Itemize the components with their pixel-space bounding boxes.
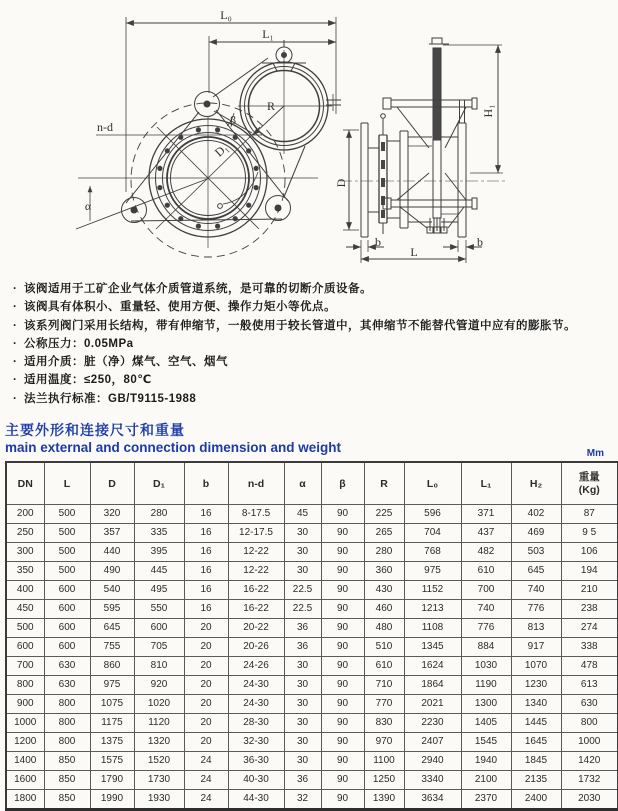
- dim-label-h1: H₁: [481, 104, 495, 118]
- table-cell: 1990: [90, 790, 134, 810]
- dim-label-r: R: [266, 99, 276, 113]
- table-row: [6, 543, 618, 562]
- table-cell: 1800: [6, 790, 44, 810]
- table-cell: 90: [321, 543, 364, 562]
- table-cell: 1600: [6, 771, 44, 790]
- section-title-zh: 主要外形和连接尺寸和重量: [5, 422, 185, 439]
- dim-label-l1: L₁: [262, 27, 274, 41]
- table-cell: 20-26: [228, 638, 284, 657]
- table-cell: 810: [134, 657, 184, 676]
- table-cell: 645: [90, 619, 134, 638]
- table-row: [6, 752, 618, 771]
- table-cell: 200: [6, 505, 44, 524]
- table-cell: 371: [461, 505, 511, 524]
- table-row: [6, 505, 618, 524]
- table-cell: 335: [134, 524, 184, 543]
- table-cell: 500: [44, 524, 90, 543]
- table-cell: 800: [44, 733, 90, 752]
- table-cell: 500: [44, 562, 90, 581]
- table-cell: 1120: [134, 714, 184, 733]
- table-cell: 24: [184, 752, 228, 771]
- column-header: b: [184, 462, 228, 505]
- table-cell: 1320: [134, 733, 184, 752]
- table-cell: 1400: [6, 752, 44, 771]
- table-cell: 300: [6, 543, 44, 562]
- table-cell: 1250: [364, 771, 404, 790]
- table-cell: 917: [511, 638, 561, 657]
- table-cell: 600: [6, 638, 44, 657]
- table-cell: 800: [44, 714, 90, 733]
- table-cell: 36: [284, 771, 321, 790]
- table-cell: 30: [284, 562, 321, 581]
- table-cell: 440: [90, 543, 134, 562]
- table-cell: 860: [90, 657, 134, 676]
- column-header: D₁: [134, 462, 184, 505]
- feature-list: [0, 280, 618, 408]
- table-cell: 1520: [134, 752, 184, 771]
- table-cell: 1213: [404, 600, 461, 619]
- table-cell: 280: [364, 543, 404, 562]
- dim-label-d1: D₁: [211, 140, 231, 160]
- table-cell: 1070: [511, 657, 561, 676]
- weight-column-header: 重量 (Kg): [561, 462, 618, 505]
- table-cell: 503: [511, 543, 561, 562]
- table-cell: 2407: [404, 733, 461, 752]
- feature-item: · 公称压力：0.05MPa: [24, 335, 608, 353]
- feature-item: · 法兰执行标准：GB/T9115-1988: [24, 390, 608, 408]
- table-cell: 90: [321, 733, 364, 752]
- table-cell: 884: [461, 638, 511, 657]
- table-cell: 24-30: [228, 676, 284, 695]
- table-cell: 238: [561, 600, 618, 619]
- table-cell: 800: [6, 676, 44, 695]
- table-cell: 8-17.5: [228, 505, 284, 524]
- table-cell: 40-30: [228, 771, 284, 790]
- table-cell: 1200: [6, 733, 44, 752]
- table-cell: 500: [6, 619, 44, 638]
- table-cell: 482: [461, 543, 511, 562]
- table-row: [6, 714, 618, 733]
- table-cell: 596: [404, 505, 461, 524]
- dim-label-nd: n-d: [97, 120, 113, 134]
- feature-item: · 适用温度：≤250，80℃: [24, 371, 608, 389]
- table-cell: 30: [284, 657, 321, 676]
- table-cell: 510: [364, 638, 404, 657]
- table-cell: 16: [184, 524, 228, 543]
- column-header: R: [364, 462, 404, 505]
- table-cell: 250: [6, 524, 44, 543]
- table-cell: 770: [364, 695, 404, 714]
- dim-label-b-right: b: [477, 235, 483, 249]
- table-cell: 1340: [511, 695, 561, 714]
- table-cell: 24: [184, 771, 228, 790]
- table-cell: 265: [364, 524, 404, 543]
- table-cell: 90: [321, 657, 364, 676]
- column-header: L₀: [404, 462, 461, 505]
- table-row: [6, 581, 618, 600]
- column-header: β: [321, 462, 364, 505]
- table-cell: 1420: [561, 752, 618, 771]
- table-cell: 1940: [461, 752, 511, 771]
- section-heading: [5, 422, 618, 460]
- table-cell: 800: [561, 714, 618, 733]
- table-cell: 630: [561, 695, 618, 714]
- table-cell: 3634: [404, 790, 461, 810]
- table-cell: 12-22: [228, 543, 284, 562]
- table-cell: 30: [284, 714, 321, 733]
- table-cell: 44-30: [228, 790, 284, 810]
- dim-label-l0: L₀: [220, 8, 232, 22]
- table-cell: 550: [134, 600, 184, 619]
- table-cell: 740: [511, 581, 561, 600]
- table-cell: 600: [134, 619, 184, 638]
- table-cell: 36: [284, 619, 321, 638]
- table-cell: 30: [284, 752, 321, 771]
- table-cell: 225: [364, 505, 404, 524]
- table-cell: 776: [511, 600, 561, 619]
- table-cell: 90: [321, 676, 364, 695]
- feature-item: · 适用介质：脏（净）煤气、空气、烟气: [24, 353, 608, 371]
- table-cell: 1790: [90, 771, 134, 790]
- table-cell: 20-22: [228, 619, 284, 638]
- table-cell: 700: [461, 581, 511, 600]
- table-cell: 24: [184, 790, 228, 810]
- table-cell: 1152: [404, 581, 461, 600]
- table-cell: 16: [184, 600, 228, 619]
- table-cell: 32-30: [228, 733, 284, 752]
- table-cell: 920: [134, 676, 184, 695]
- table-cell: 1624: [404, 657, 461, 676]
- table-cell: 9 5: [561, 524, 618, 543]
- table-cell: 595: [90, 600, 134, 619]
- table-cell: 12-22: [228, 562, 284, 581]
- table-cell: 478: [561, 657, 618, 676]
- table-cell: 600: [44, 600, 90, 619]
- table-cell: 1645: [511, 733, 561, 752]
- dim-label-b-left: b: [375, 235, 381, 249]
- table-row: [6, 638, 618, 657]
- table-cell: 16-22: [228, 581, 284, 600]
- table-cell: 776: [461, 619, 511, 638]
- table-cell: 490: [90, 562, 134, 581]
- table-row: [6, 676, 618, 695]
- table-cell: 600: [44, 619, 90, 638]
- table-cell: 710: [364, 676, 404, 695]
- table-cell: 90: [321, 619, 364, 638]
- side-view-drawing: [340, 38, 505, 263]
- table-cell: 1390: [364, 790, 404, 810]
- table-cell: 705: [134, 638, 184, 657]
- front-view-drawing: [76, 17, 341, 257]
- table-cell: 850: [44, 771, 90, 790]
- table-cell: 2370: [461, 790, 511, 810]
- table-row: [6, 771, 618, 790]
- table-cell: 975: [90, 676, 134, 695]
- table-cell: 32: [284, 790, 321, 810]
- table-cell: 90: [321, 505, 364, 524]
- table-cell: 28-30: [228, 714, 284, 733]
- table-cell: 90: [321, 581, 364, 600]
- table-cell: 90: [321, 752, 364, 771]
- table-cell: 1845: [511, 752, 561, 771]
- table-cell: 540: [90, 581, 134, 600]
- table-cell: 1108: [404, 619, 461, 638]
- table-cell: 402: [511, 505, 561, 524]
- column-header: H₂: [511, 462, 561, 505]
- table-cell: 740: [461, 600, 511, 619]
- valve-drawing-svg: [0, 0, 618, 276]
- table-cell: 1030: [461, 657, 511, 676]
- table-cell: 338: [561, 638, 618, 657]
- table-cell: 1732: [561, 771, 618, 790]
- table-cell: 469: [511, 524, 561, 543]
- table-cell: 1000: [561, 733, 618, 752]
- table-cell: 20: [184, 714, 228, 733]
- feature-item: · 该系列阀门采用长结构，带有伸缩节，一般使用于较长管道中，其伸缩节不能替代管道中应有的膨胀节。: [24, 317, 608, 335]
- table-cell: 90: [321, 790, 364, 810]
- technical-drawing: [0, 0, 618, 276]
- table-row: [6, 733, 618, 752]
- table-cell: 16-22: [228, 600, 284, 619]
- table-cell: 1375: [90, 733, 134, 752]
- table-cell: 1730: [134, 771, 184, 790]
- table-cell: 450: [6, 600, 44, 619]
- table-cell: 210: [561, 581, 618, 600]
- table-cell: 600: [44, 581, 90, 600]
- table-cell: 106: [561, 543, 618, 562]
- column-header: DN: [6, 462, 44, 505]
- table-cell: 1230: [511, 676, 561, 695]
- table-cell: 20: [184, 619, 228, 638]
- table-cell: 12-17.5: [228, 524, 284, 543]
- table-cell: 90: [321, 771, 364, 790]
- feature-item: · 该阀适用于工矿企业气体介质管道系统，是可靠的切断介质设备。: [24, 280, 608, 298]
- table-cell: 274: [561, 619, 618, 638]
- table-row: [6, 790, 618, 810]
- table-cell: 460: [364, 600, 404, 619]
- table-cell: 90: [321, 638, 364, 657]
- table-cell: 22.5: [284, 600, 321, 619]
- table-cell: 36-30: [228, 752, 284, 771]
- table-row: [6, 657, 618, 676]
- table-cell: 90: [321, 524, 364, 543]
- table-cell: 320: [90, 505, 134, 524]
- table-cell: 800: [44, 695, 90, 714]
- table-cell: 500: [44, 505, 90, 524]
- table-cell: 970: [364, 733, 404, 752]
- table-cell: 704: [404, 524, 461, 543]
- table-cell: 1575: [90, 752, 134, 771]
- table-cell: 2021: [404, 695, 461, 714]
- table-cell: 613: [561, 676, 618, 695]
- table-cell: 87: [561, 505, 618, 524]
- table-cell: 1405: [461, 714, 511, 733]
- table-cell: 395: [134, 543, 184, 562]
- column-header: α: [284, 462, 321, 505]
- table-cell: 20: [184, 638, 228, 657]
- table-row: [6, 600, 618, 619]
- table-cell: 30: [284, 695, 321, 714]
- table-cell: 280: [134, 505, 184, 524]
- table-cell: 1075: [90, 695, 134, 714]
- dim-label-alpha: α: [84, 199, 92, 213]
- table-cell: 36: [284, 638, 321, 657]
- table-cell: 16: [184, 581, 228, 600]
- table-cell: 1545: [461, 733, 511, 752]
- section-title-en: main external and connection dimension and weight: [5, 440, 342, 456]
- column-header: n-d: [228, 462, 284, 505]
- table-row: [6, 524, 618, 543]
- table-cell: 2030: [561, 790, 618, 810]
- table-cell: 768: [404, 543, 461, 562]
- table-cell: 1100: [364, 752, 404, 771]
- table-cell: 1345: [404, 638, 461, 657]
- table-cell: 610: [364, 657, 404, 676]
- column-header: L: [44, 462, 90, 505]
- table-cell: 16: [184, 562, 228, 581]
- table-cell: 30: [284, 676, 321, 695]
- table-cell: 2400: [511, 790, 561, 810]
- table-cell: 495: [134, 581, 184, 600]
- table-cell: 30: [284, 733, 321, 752]
- table-cell: 610: [461, 562, 511, 581]
- table-cell: 30: [284, 524, 321, 543]
- table-cell: 755: [90, 638, 134, 657]
- table-cell: 22.5: [284, 581, 321, 600]
- table-cell: 2135: [511, 771, 561, 790]
- table-cell: 480: [364, 619, 404, 638]
- table-row: [6, 695, 618, 714]
- table-cell: 600: [44, 638, 90, 657]
- unit-label: Mm: [586, 448, 604, 460]
- table-cell: 24-30: [228, 695, 284, 714]
- table-cell: 630: [44, 676, 90, 695]
- table-cell: 445: [134, 562, 184, 581]
- table-cell: 1190: [461, 676, 511, 695]
- table-cell: 90: [321, 714, 364, 733]
- table-cell: 400: [6, 581, 44, 600]
- table-cell: 1864: [404, 676, 461, 695]
- table-cell: 90: [321, 562, 364, 581]
- dim-label-beta: β: [229, 113, 237, 127]
- table-cell: 1300: [461, 695, 511, 714]
- table-body: [6, 505, 618, 810]
- table-cell: 20: [184, 676, 228, 695]
- dim-label-d: D: [334, 178, 348, 188]
- table-cell: 500: [44, 543, 90, 562]
- table-cell: 813: [511, 619, 561, 638]
- feature-item: · 该阀具有体积小、重量轻、使用方便、操作力矩小等优点。: [24, 298, 608, 316]
- table-cell: 194: [561, 562, 618, 581]
- table-cell: 430: [364, 581, 404, 600]
- table-cell: 350: [6, 562, 44, 581]
- table-cell: 1445: [511, 714, 561, 733]
- table-cell: 630: [44, 657, 90, 676]
- table-cell: 645: [511, 562, 561, 581]
- table-cell: 900: [6, 695, 44, 714]
- table-cell: 90: [321, 600, 364, 619]
- table-cell: 360: [364, 562, 404, 581]
- table-cell: 850: [44, 790, 90, 810]
- table-cell: 2940: [404, 752, 461, 771]
- table-cell: 700: [6, 657, 44, 676]
- dimension-table: [5, 461, 618, 811]
- table-cell: 20: [184, 695, 228, 714]
- table-cell: 1020: [134, 695, 184, 714]
- table-cell: 1000: [6, 714, 44, 733]
- table-cell: 2100: [461, 771, 511, 790]
- table-cell: 1930: [134, 790, 184, 810]
- column-header: D: [90, 462, 134, 505]
- table-cell: 975: [404, 562, 461, 581]
- table-cell: 16: [184, 505, 228, 524]
- table-cell: 2230: [404, 714, 461, 733]
- table-cell: 16: [184, 543, 228, 562]
- table-cell: 24-26: [228, 657, 284, 676]
- table-cell: 357: [90, 524, 134, 543]
- table-cell: 20: [184, 657, 228, 676]
- table-cell: 45: [284, 505, 321, 524]
- table-cell: 830: [364, 714, 404, 733]
- table-cell: 850: [44, 752, 90, 771]
- dim-label-l: L: [410, 245, 418, 259]
- table-cell: 437: [461, 524, 511, 543]
- table-cell: 90: [321, 695, 364, 714]
- table-row: [6, 562, 618, 581]
- table-cell: 1175: [90, 714, 134, 733]
- table-cell: 30: [284, 543, 321, 562]
- table-cell: 3340: [404, 771, 461, 790]
- column-header: L₁: [461, 462, 511, 505]
- table-row: [6, 619, 618, 638]
- table-cell: 20: [184, 733, 228, 752]
- table-header-row: [6, 462, 618, 505]
